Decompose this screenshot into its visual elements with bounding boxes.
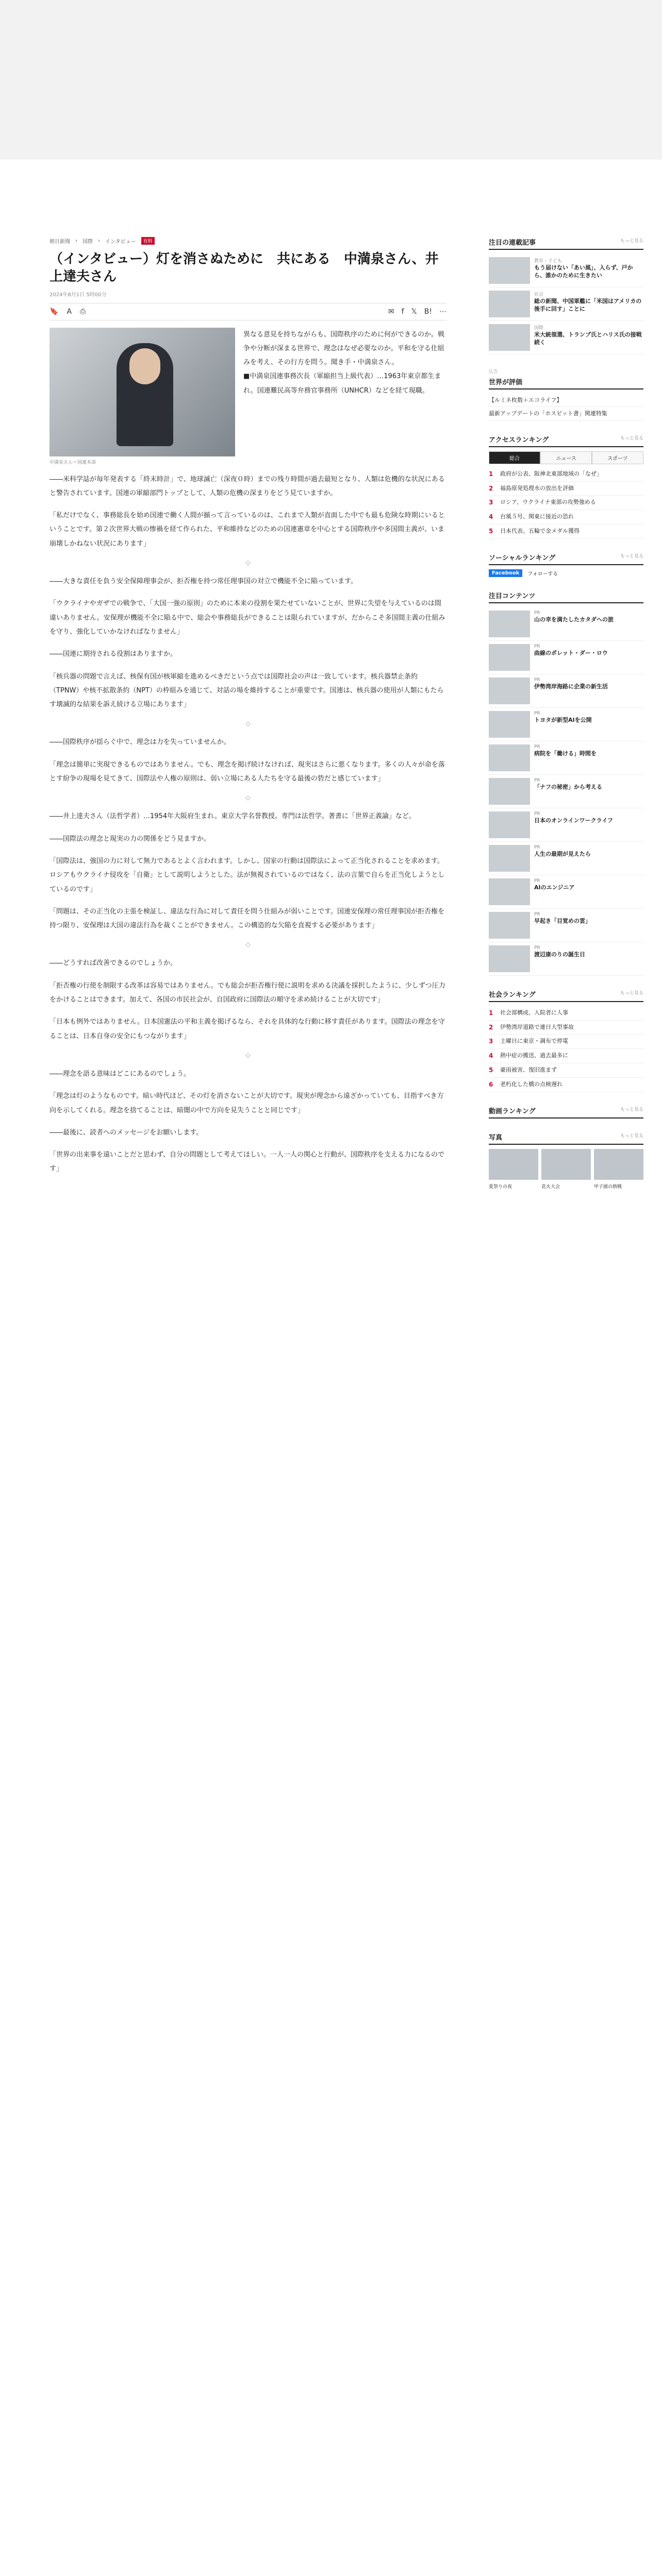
content-item[interactable]: PR 山の幸を満たしたカタダへの旅 bbox=[489, 607, 643, 641]
x-icon[interactable]: 𝕏 bbox=[411, 307, 417, 316]
article-toolbar bbox=[49, 303, 446, 320]
content-item[interactable]: PR 人生の最期が見えたら bbox=[489, 842, 643, 875]
article-paragraph: ――どうすれば改善できるのでしょうか。 bbox=[49, 959, 177, 968]
social-follow bbox=[489, 569, 643, 577]
content-item[interactable]: PR 病院を「働ける」時間を bbox=[489, 741, 643, 775]
photo-caption: 甲子園の熱戦 bbox=[594, 1184, 622, 1190]
ranking-title: アクセスランキング bbox=[489, 436, 549, 444]
ranking-item[interactable]: 5 日本代表、五輪で金メダル獲得 bbox=[489, 524, 643, 539]
top-ad-space bbox=[0, 160, 662, 216]
society-more-link[interactable]: もっと見る bbox=[620, 990, 643, 996]
content-item[interactable]: PR 日本のオンラインワークライフ bbox=[489, 808, 643, 842]
article-paragraph: ――井上達夫さん（法哲学者）…1954年大阪府生まれ。東京大学名誉教授。専門は法哲学。著書に「世界正義論」など。 bbox=[49, 812, 416, 821]
trending-more-link[interactable]: もっと見る bbox=[620, 1107, 643, 1112]
section-divider: ◇ bbox=[245, 794, 251, 802]
article-paragraph: 「核兵器の問題で言えば、核保有国が核軍縮を進めるべきだという点では国際社会の声は一致しています。核兵器禁止条約（TPNW）や核不拡散条約（NPT）の枠組みを通じて、対話の場を維持することが重要です。国連は、核兵器の使用が人類にもたらす壊滅的な結果を訴え続ける立場にあります」 bbox=[49, 672, 444, 709]
ranking-box bbox=[489, 434, 643, 539]
article-paragraph: ――国際秩序が揺らぐ中で、理念は力を失っていませんか。 bbox=[49, 738, 230, 747]
article-paragraph: ――国連に期待される役割はありますか。 bbox=[49, 650, 177, 658]
breadcrumb-item[interactable]: 国際 bbox=[82, 239, 93, 245]
lead-photo[interactable] bbox=[49, 328, 235, 456]
thumbnail-image bbox=[489, 324, 530, 351]
trending-title: 動画ランキング bbox=[489, 1107, 536, 1115]
tab-sports[interactable]: スポーツ bbox=[592, 451, 643, 464]
facebook-icon[interactable]: f bbox=[401, 307, 404, 316]
mail-icon[interactable]: ✉ bbox=[388, 307, 394, 316]
topics-box bbox=[489, 368, 643, 421]
content-item[interactable]: PR 早起き「目覚めの雲」 bbox=[489, 909, 643, 942]
society-item[interactable]: 6 老朽化した橋の点検遅れ bbox=[489, 1078, 643, 1092]
breadcrumb-item[interactable]: インタビュー bbox=[105, 239, 136, 245]
ranking-item[interactable]: 1 政府が公表、阪神北東部地域の「なぜ」 bbox=[489, 467, 643, 482]
content-item[interactable]: PR AIのエンジニア bbox=[489, 875, 643, 909]
article-date: 2024年8月1日 5時00分 bbox=[49, 292, 107, 298]
item-title: 米大統領選、トランプ氏とハリス氏の接戦続く bbox=[534, 331, 642, 346]
content-title: 注目コンテンツ bbox=[489, 592, 536, 600]
latest-box bbox=[489, 237, 643, 354]
content-item[interactable]: PR トヨタが新型AIを公開 bbox=[489, 708, 643, 741]
lead-paragraph: 異なる意見を持ちながらも、国際秩序のために何ができるのか。戦争や分断が深まる世界で、理念はなぜ必要なのか。平和を守る仕組みを考え、その行方を問う。聞き手・中満泉さん。 bbox=[243, 330, 445, 367]
item-title: もう届けない「あい風」、入らず、戸から、誰かのために生きたい bbox=[534, 264, 633, 279]
photos-box bbox=[489, 1132, 643, 1190]
latest-item[interactable] bbox=[489, 321, 643, 354]
latest-item[interactable] bbox=[489, 254, 643, 287]
item-title: 総の新聞、中国軍艦に「米国はアメリカの後手に回す」ことに bbox=[534, 298, 642, 313]
section-divider: ◇ bbox=[245, 720, 251, 727]
photo-caption: 花火大会 bbox=[541, 1184, 560, 1190]
article-paragraph: 「拒否権の行使を制限する改革は容易ではありません。でも総会が拒否権行使に説明を求める決議を採択したように、少しずつ圧力をかけることはできます。加えて、各国の市民社会が、自国政府に国際法の順守を求め続けることが大切です」 bbox=[49, 981, 445, 1004]
trending-box bbox=[489, 1106, 643, 1118]
article-paragraph: ――米科学誌が毎年発表する「終末時計」で、地球滅亡（深夜０時）までの残り時間が過去最短となり、人類は危機的な状況にあると警告されています。国連の軍縮部門トップとして、人類の危機の深まりをどう見ていますか。 bbox=[49, 475, 445, 497]
section-divider: ◇ bbox=[245, 559, 251, 567]
photos-title: 写真 bbox=[489, 1133, 503, 1142]
facebook-button[interactable]: Facebook bbox=[489, 569, 522, 577]
photo-face bbox=[129, 348, 160, 384]
sidebar bbox=[489, 237, 643, 1203]
photo-thumb[interactable] bbox=[489, 1149, 538, 1180]
follow-button[interactable]: フォローする bbox=[527, 571, 558, 577]
lead-paragraph: ■中満泉国連事務次長（軍縮担当上級代表）…1963年東京都生まれ。国連難民高等弁務官事務所（UNHCR）などを経て現職。 bbox=[243, 372, 441, 395]
tab-overall[interactable]: 総合 bbox=[489, 451, 540, 464]
society-item[interactable]: 4 熱中症の搬送、過去最多に bbox=[489, 1049, 643, 1063]
article-title: （インタビュー）灯を消さぬために 共にある 中満泉さん、井上達夫さん bbox=[49, 251, 439, 284]
thumbnail-image bbox=[489, 845, 530, 872]
topic-item[interactable]: 最新アップデートの「ホスピット書」関連特集 bbox=[489, 407, 643, 420]
thumbnail-image bbox=[489, 257, 530, 284]
item-meta: 教育・子ども bbox=[534, 259, 562, 264]
content-item[interactable]: PR 渡辺康のりの誕生日 bbox=[489, 942, 643, 976]
society-box bbox=[489, 989, 643, 1092]
thumbnail-image bbox=[489, 945, 530, 972]
photo-caption: 夏祭りの夜 bbox=[489, 1184, 512, 1190]
article-paragraph: 「日本も例外ではありません。日本国憲法の平和主義を掲げるなら、それを具体的な行動に移す責任があります。国際法の理念を守ることは、日本自身の安全にもつながります」 bbox=[49, 1018, 445, 1040]
ranking-item[interactable]: 3 ロシア、ウクライナ東部の攻勢強める bbox=[489, 496, 643, 510]
bookmark-icon[interactable]: 🔖 bbox=[49, 307, 59, 316]
topic-item[interactable]: 【ルミネ枚数＋エコライフ】 bbox=[489, 394, 643, 407]
article-paragraph: 「理念は灯のようなものです。暗い時代ほど、その灯を消さないことが大切です。現実が理念から遠ざかっていても、目指すべき方向を示してくれる。理念を捨てることは、暗闇の中で方向を見失うことと同じです」 bbox=[49, 1092, 444, 1114]
latest-title: 注目の連載記事 bbox=[489, 239, 536, 247]
content-item[interactable]: PR 「ナフの秘密」から考える bbox=[489, 775, 643, 808]
photo-thumb[interactable] bbox=[541, 1149, 591, 1180]
photos-more-link[interactable]: もっと見る bbox=[620, 1133, 643, 1139]
paid-badge: 有料 bbox=[141, 237, 155, 245]
ranking-tabs bbox=[489, 451, 643, 464]
social-title: ソーシャルランキング bbox=[489, 554, 556, 562]
ad-label: 広告 bbox=[489, 369, 499, 375]
thumbnail-image bbox=[489, 744, 530, 771]
social-box bbox=[489, 552, 643, 577]
ranking-item[interactable]: 2 福島原発処理水の放出を評価 bbox=[489, 482, 643, 496]
section-divider: ◇ bbox=[245, 941, 251, 948]
article-main bbox=[49, 237, 446, 1184]
breadcrumb-item[interactable]: 朝日新聞 bbox=[49, 239, 70, 245]
article-lead bbox=[49, 328, 446, 465]
print-icon[interactable]: ⎙ bbox=[80, 307, 86, 316]
lead-photo-wrapper bbox=[49, 328, 235, 465]
society-item[interactable]: 2 伊勢湾岸道路で連日大型事故 bbox=[489, 1021, 643, 1035]
article-paragraph: 「世界の出来事を遠いことだと思わず、自分の問題として考えてほしい。一人一人の関心と行動が、国際秩序を支える力になるのです」 bbox=[49, 1151, 444, 1173]
article-paragraph: 「問題は、その正当化の主張を検証し、違法な行為に対して責任を問う仕組みが弱いことです。国連安保理の常任理事国が拒否権を持つ限り、安保理は大国の違法行為を裁くことができません。この構造的な欠陥を直視する必要があります」 bbox=[49, 907, 444, 930]
article-paragraph: ――大きな責任を負う安全保障理事会が、拒否権を持つ常任理事国の対立で機能不全に陥っています。 bbox=[49, 578, 357, 586]
more-icon[interactable]: ⋯ bbox=[439, 307, 446, 316]
latest-item[interactable] bbox=[489, 287, 643, 321]
photo-grid bbox=[489, 1149, 643, 1190]
content-item[interactable]: PR 曲線のポレット・ダー・ロウ bbox=[489, 641, 643, 674]
topics-title: 世界が評価 bbox=[489, 379, 523, 386]
thumbnail-image bbox=[489, 291, 530, 317]
article-paragraph: ――最後に、読者へのメッセージをお願いします。 bbox=[49, 1128, 203, 1137]
article-paragraph: 「私だけでなく、事務総長を始め国連で働く人間が揃って言っているのは、これまで人類が直面した中でも最も危険な時期にいるということです。第２次世界大戦の惨禍を経て作られた、平和維持などのための国連憲章を中心とする国際秩序や多国間主義が、いま崩壊しかねない状況にあります」 bbox=[49, 512, 445, 548]
ranking-item[interactable]: 4 台風５号、関東に接近の恐れ bbox=[489, 510, 643, 524]
item-meta: 国際 bbox=[534, 326, 544, 331]
thumbnail-image bbox=[489, 811, 530, 838]
lead-text bbox=[243, 328, 446, 465]
item-meta: 社会 bbox=[534, 292, 544, 297]
content-item[interactable]: PR 伊勢湾岸海路に企業の新生活 bbox=[489, 674, 643, 708]
photo-caption: 中満泉さん＝国連本部 bbox=[49, 460, 96, 465]
thumbnail-image bbox=[489, 711, 530, 738]
tab-news[interactable]: ニュース bbox=[540, 451, 592, 464]
thumbnail-image bbox=[489, 677, 530, 704]
photo-thumb[interactable] bbox=[594, 1149, 643, 1180]
thumbnail-image bbox=[489, 778, 530, 805]
thumbnail-image bbox=[489, 644, 530, 671]
latest-more-link[interactable]: もっと見る bbox=[620, 239, 643, 244]
thumbnail-image bbox=[489, 611, 530, 637]
thumbnail-image bbox=[489, 912, 530, 939]
breadcrumb: 朝日新聞 › 国際 › インタビュー 有料 bbox=[49, 237, 446, 245]
social-more-link[interactable]: もっと見る bbox=[620, 553, 643, 559]
society-item[interactable]: 1 社会部構成、入院者に人事 bbox=[489, 1006, 643, 1021]
article-body bbox=[49, 472, 446, 1176]
society-item[interactable]: 3 土曜日に東京・調布で停電 bbox=[489, 1035, 643, 1049]
society-title: 社会ランキング bbox=[489, 991, 536, 999]
article-paragraph: 「国際法は、強国の力に対して無力であるとよく言われます。しかし、国家の行動は国際法によって正当化されることを求めます。ロシアもウクライナ侵攻を「自衛」として説明しようとした。法が無視されているのではなく、法の言葉で自らを正当化しようとしているのです」 bbox=[49, 857, 445, 893]
article-paragraph: 「ウクライナやガザでの戦争で、「大国一強の原則」のために本来の役割を果たせていないことが、世界に失望を与えているのは間違いありません。安保理が機能不全に陥る中で、総会や事務総長ができることは限られていますが、だからこそ多国間主義の仕組みを守り、強化していかなければなりません」 bbox=[49, 600, 445, 636]
font-size-icon[interactable]: A bbox=[67, 307, 72, 316]
content-box bbox=[489, 590, 643, 976]
hatena-icon[interactable]: B! bbox=[424, 307, 432, 316]
section-divider: ◇ bbox=[245, 1051, 251, 1059]
article-paragraph: ――理念を語る意味はどこにあるのでしょう。 bbox=[49, 1070, 191, 1078]
society-item[interactable]: 5 豪雨被害、復旧進まず bbox=[489, 1063, 643, 1078]
thumbnail-image bbox=[489, 878, 530, 905]
ranking-more-link[interactable]: もっと見る bbox=[620, 435, 643, 441]
article-paragraph: 「理念は簡単に実現できるものではありません。でも、理念を掲げ続けなければ、現実はさらに悪くなります。多くの人々が命を落とす紛争の現場を見てきて、国際法や人権の原則は、弱い立場にある人たちを守る最後の砦だと感じています」 bbox=[49, 760, 445, 783]
top-ad-band bbox=[0, 0, 662, 160]
article-paragraph: ――国際法の理念と現実の力の関係をどう見ますか。 bbox=[49, 835, 211, 843]
